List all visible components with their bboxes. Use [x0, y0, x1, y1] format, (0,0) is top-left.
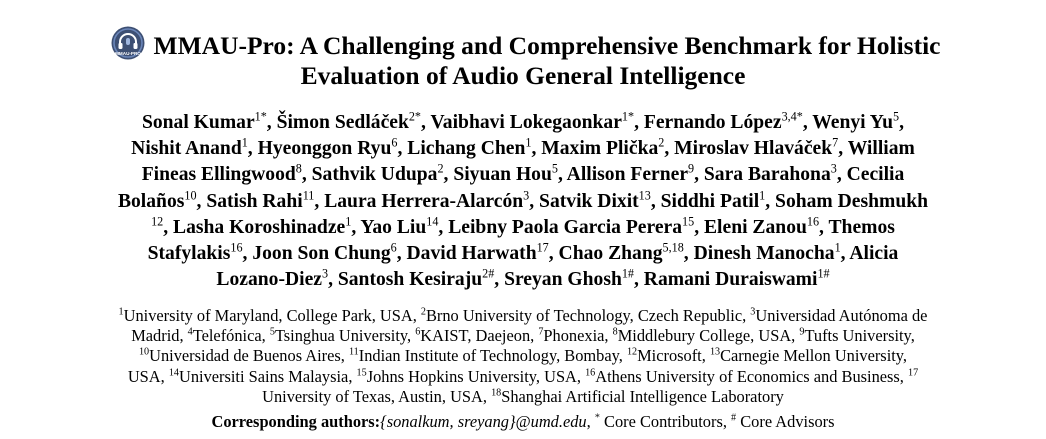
author-affil-mark: 2 [437, 161, 444, 176]
author [206, 188, 315, 212]
affiliation-number: 13 [709, 347, 721, 359]
author-name: Lozano-Diez [216, 269, 322, 291]
affiliation-text: Indian Institute of Technology, Bombay, [358, 346, 627, 366]
author [117, 188, 197, 212]
author [216, 266, 329, 291]
affiliation-line [0, 306, 1046, 326]
affiliation-number: 8 [612, 326, 618, 338]
author [448, 214, 695, 238]
affiliation-text: Tufts University, [804, 326, 915, 346]
affiliation-number: 14 [168, 367, 179, 379]
author-name: Soham Deshmukh [775, 190, 929, 212]
affiliation-text: Middlebury College, USA, [617, 326, 800, 346]
author [173, 214, 352, 238]
author-affil-mark: 5,18 [662, 240, 684, 255]
author-line: Stafylakis$^{16}$, Joon Son Chung$^6$, David Harwath$^{17}$, Chao Zhang$^{5,18}$, Dinesh Manocha$^1$, Alicia [147, 240, 899, 265]
author [407, 135, 532, 160]
author-name: David Harwath [406, 243, 537, 265]
affiliation-number: 15 [356, 367, 367, 379]
author [848, 138, 915, 159]
author-name: Vaibhavi Lokegaonkar [430, 112, 622, 133]
author-affil-mark: 3 [321, 266, 329, 281]
affiliation-list [0, 306, 1046, 407]
author-name: Lasha Koroshinadze [173, 216, 346, 238]
affiliation-number: 1 [118, 306, 124, 318]
author [693, 240, 841, 265]
author [252, 240, 397, 265]
affiliation-number: 7 [538, 326, 544, 338]
author-affil-mark: 5 [893, 109, 900, 124]
affiliation-line [0, 387, 1046, 407]
author [147, 240, 243, 265]
author [566, 161, 695, 186]
author-line: Sonal Kumar$^{1*}$, Šimon Sedláček$^{2*}$, Vaibhavi Lokegaonkar$^{1*}$, Fernando López$^{3,4*}$, Wenyi Yu$^5$, [141, 109, 905, 133]
affiliation-number: 11 [348, 347, 359, 359]
affiliation-number: 4 [187, 326, 193, 338]
author-affil-mark: 9 [688, 161, 695, 176]
author-name: Laura Herrera-Alarcón [324, 190, 524, 212]
affiliation-number: 16 [585, 367, 596, 379]
author [324, 188, 530, 212]
author [257, 135, 398, 160]
affiliation-number: 18 [491, 387, 502, 399]
author-name: Wenyi Yu [812, 112, 894, 133]
affiliation-text: Madrid, [131, 326, 188, 346]
author-name: Santosh Kesiraju [337, 269, 483, 291]
author-name: Joon Son Chung [252, 243, 391, 265]
author [406, 240, 549, 265]
author-line: $^{12}$, Lasha Koroshinadze$^1$, Yao Liu$^{14}$, Leibny Paola Garcia Perera$^{15}$, Eleni Zanou$^{16}$, Themos [151, 214, 895, 238]
author-line: Nishit Anand$^1$, Hyeonggon Ryu$^6$, Lichang Chen$^1$, Maxim Plička$^2$, Miroslav Hlaváček$^7$, William [131, 135, 915, 160]
affiliation-text: Shanghai Artificial Intelligence Laboratory [501, 386, 784, 406]
author-name: Fineas Ellingwood [141, 164, 296, 186]
author-name: Leibny Paola Garcia Perera [448, 216, 683, 238]
author-line: Fineas Ellingwood$^8$, Sathvik Udupa$^2$, Siyuan Hou$^5$, Allison Ferner$^9$, Sara Barahona$^3$, Cecilia [141, 161, 905, 186]
author [131, 135, 248, 160]
author [311, 161, 444, 186]
affiliation-text: University of Texas, Austin, USA, [262, 386, 492, 406]
author-line: Bolaños$^{10}$, Satish Rahi$^{11}$, Laura Herrera-Alarcón$^3$, Satvik Dixit$^{13}$, Siddhi Patil$^1$, Soham Deshmukh [117, 188, 929, 212]
author [812, 109, 900, 133]
author-name: Satish Rahi [206, 190, 303, 212]
corresponding-authors-line: Corresponding authors:{sonalkum, sreyang}@umd.edu, * Core Contributors, # Core Advisors [211, 412, 835, 431]
author [775, 191, 928, 212]
author-affil-mark: 3 [830, 161, 837, 176]
author-affil-mark: 8 [295, 161, 302, 176]
core-adv-mark: # [731, 412, 737, 424]
author-affil-mark: 1# [621, 266, 634, 281]
author-affil-mark: 16 [806, 214, 820, 229]
mmau-pro-logo-icon [106, 26, 150, 60]
author-name: Themos [828, 216, 895, 238]
author-affil-mark: 1 [759, 188, 766, 203]
affiliation-number: 12 [626, 347, 638, 359]
author-name: Sathvik Udupa [311, 164, 438, 186]
author-affil-mark: 6 [390, 240, 397, 255]
author [141, 109, 267, 133]
author [847, 164, 905, 185]
core-contrib-mark: * [594, 412, 600, 424]
corresponding-label: Corresponding authors: [211, 412, 381, 431]
affiliation-number: 2 [420, 306, 426, 318]
author-name: Siddhi Patil [660, 190, 760, 212]
author-name: Chao Zhang [558, 243, 663, 265]
author [558, 240, 684, 265]
author-affil-mark: 6 [391, 135, 398, 150]
affiliation-number: 3 [750, 306, 756, 318]
author-name: Bolaños [117, 190, 185, 212]
author-name: Siyuan Hou [453, 164, 552, 186]
affiliation-text: Tsinghua University, [274, 326, 416, 346]
author [430, 109, 635, 133]
author [643, 109, 803, 133]
author-name: Eleni Zanou [703, 216, 807, 238]
affiliation-text: USA, [127, 366, 169, 386]
author-name: Stafylakis [147, 243, 231, 265]
title-block [0, 26, 1046, 91]
affiliation-number: 5 [269, 326, 275, 338]
author-affil-mark: 2* [408, 109, 421, 124]
affiliation-text: University of Maryland, College Park, USA, [123, 306, 421, 325]
author-name: Satvik Dixit [539, 190, 639, 212]
author-affil-mark: 14 [426, 214, 439, 229]
author-affil-mark: 7 [832, 135, 839, 150]
author-name: Nishit Anand [131, 138, 242, 160]
author [504, 266, 634, 291]
title-line-1 [0, 26, 1046, 61]
author-affil-mark: 1 [241, 135, 248, 150]
author [703, 161, 837, 186]
author-affil-mark: 1 [345, 214, 352, 229]
author-name: Miroslav Hlaváček [674, 138, 833, 160]
author [828, 217, 894, 238]
author-affil-mark: 3 [523, 188, 530, 203]
author-affil-mark: 1# [817, 266, 830, 281]
affiliation-line [0, 367, 1046, 387]
author-list [0, 110, 1046, 293]
affiliation-line [0, 326, 1046, 346]
author-name: Yao Liu [360, 216, 427, 238]
author [539, 188, 651, 212]
author [674, 135, 839, 160]
author [276, 109, 421, 133]
corresponding-emails: {sonalkum, sreyang}@umd.edu [380, 412, 587, 431]
author-affil-mark: 15 [682, 214, 695, 229]
author-affil-mark: 1* [621, 109, 635, 124]
author-affil-mark: 17 [536, 240, 549, 255]
author-affil-mark: 11 [302, 188, 315, 203]
affiliation-text: Brno University of Technology, Czech Republic, [425, 306, 751, 325]
affiliation-text: Phonexia, [543, 326, 613, 346]
author-name: Alicia [849, 243, 899, 265]
author-affil-mark: 3,4* [781, 109, 803, 124]
author-affil-mark: 2# [482, 266, 495, 281]
author-name: Sreyan Ghosh [504, 269, 622, 291]
author-name: Sara Barahona [703, 164, 831, 186]
author-name: Allison Ferner [566, 164, 689, 186]
author-name: Sonal Kumar [141, 112, 255, 133]
author-name: Fernando López [643, 112, 782, 133]
affiliation-number: 17 [908, 367, 919, 379]
core-advisors-note: Core Advisors [740, 412, 835, 431]
author [453, 161, 558, 186]
author [151, 214, 164, 238]
author [643, 266, 830, 291]
affiliation-number: 6 [415, 326, 421, 338]
author-affil-mark: 13 [638, 188, 651, 203]
title-text-1: MMAU-Pro: A Challenging and Comprehensive Benchmark for Holistic [153, 31, 941, 60]
author-name: Dinesh Manocha [693, 243, 835, 265]
author-affil-mark: 16 [230, 240, 243, 255]
author [541, 135, 665, 160]
author-affil-mark: 12 [151, 214, 164, 229]
author-affil-mark: 10 [184, 188, 197, 203]
affiliation-text: Carnegie Mellon University, [720, 346, 908, 366]
affiliation-number: 9 [799, 326, 805, 338]
author-name: Ramani Duraiswami [643, 269, 818, 291]
core-contributors-note: Core Contributors, [604, 412, 732, 431]
author-name: Šimon Sedláček [276, 112, 409, 133]
author-name: Maxim Plička [541, 138, 659, 160]
author-affil-mark: 1 [525, 135, 532, 150]
author [849, 243, 898, 264]
author-name: Cecilia [846, 164, 905, 186]
author [360, 214, 439, 238]
affiliation-text: Microsoft, [637, 346, 710, 366]
author [337, 266, 495, 291]
author-name: William [847, 138, 915, 160]
affiliation-line [0, 346, 1046, 366]
author-name: Lichang Chen [407, 138, 526, 160]
affiliation-text: Johns Hopkins University, USA, [366, 366, 586, 386]
author-line: Lozano-Diez$^3$, Santosh Kesiraju$^{2\#}$, Sreyan Ghosh$^{1\#}$, Ramani Duraiswami$^{1\#}$ [216, 266, 830, 291]
author [660, 188, 766, 212]
affiliation-text: Telefónica, [192, 326, 270, 346]
affiliation-text: KAIST, Daejeon, [420, 326, 539, 346]
affiliation-text: Athens University of Economics and Business, [595, 366, 909, 386]
author-affil-mark: 5 [551, 161, 558, 176]
affiliation-text: Universiti Sains Malaysia, [178, 366, 357, 386]
author-affil-mark: 1 [834, 240, 841, 255]
author-affil-mark: 2 [658, 135, 665, 150]
title-line-2: Evaluation of Audio General Intelligence [300, 61, 746, 90]
author-affil-mark: 1* [254, 109, 267, 124]
affiliation-text: Universidad de Buenos Aires, [149, 346, 349, 366]
affiliation-text: Universidad Autónoma de [755, 306, 928, 325]
author [141, 161, 302, 186]
affiliation-number: 10 [138, 347, 150, 359]
author-name: Hyeonggon Ryu [257, 138, 392, 160]
author [703, 214, 820, 238]
svg-text:MMAU-PRO: MMAU-PRO [114, 51, 141, 56]
